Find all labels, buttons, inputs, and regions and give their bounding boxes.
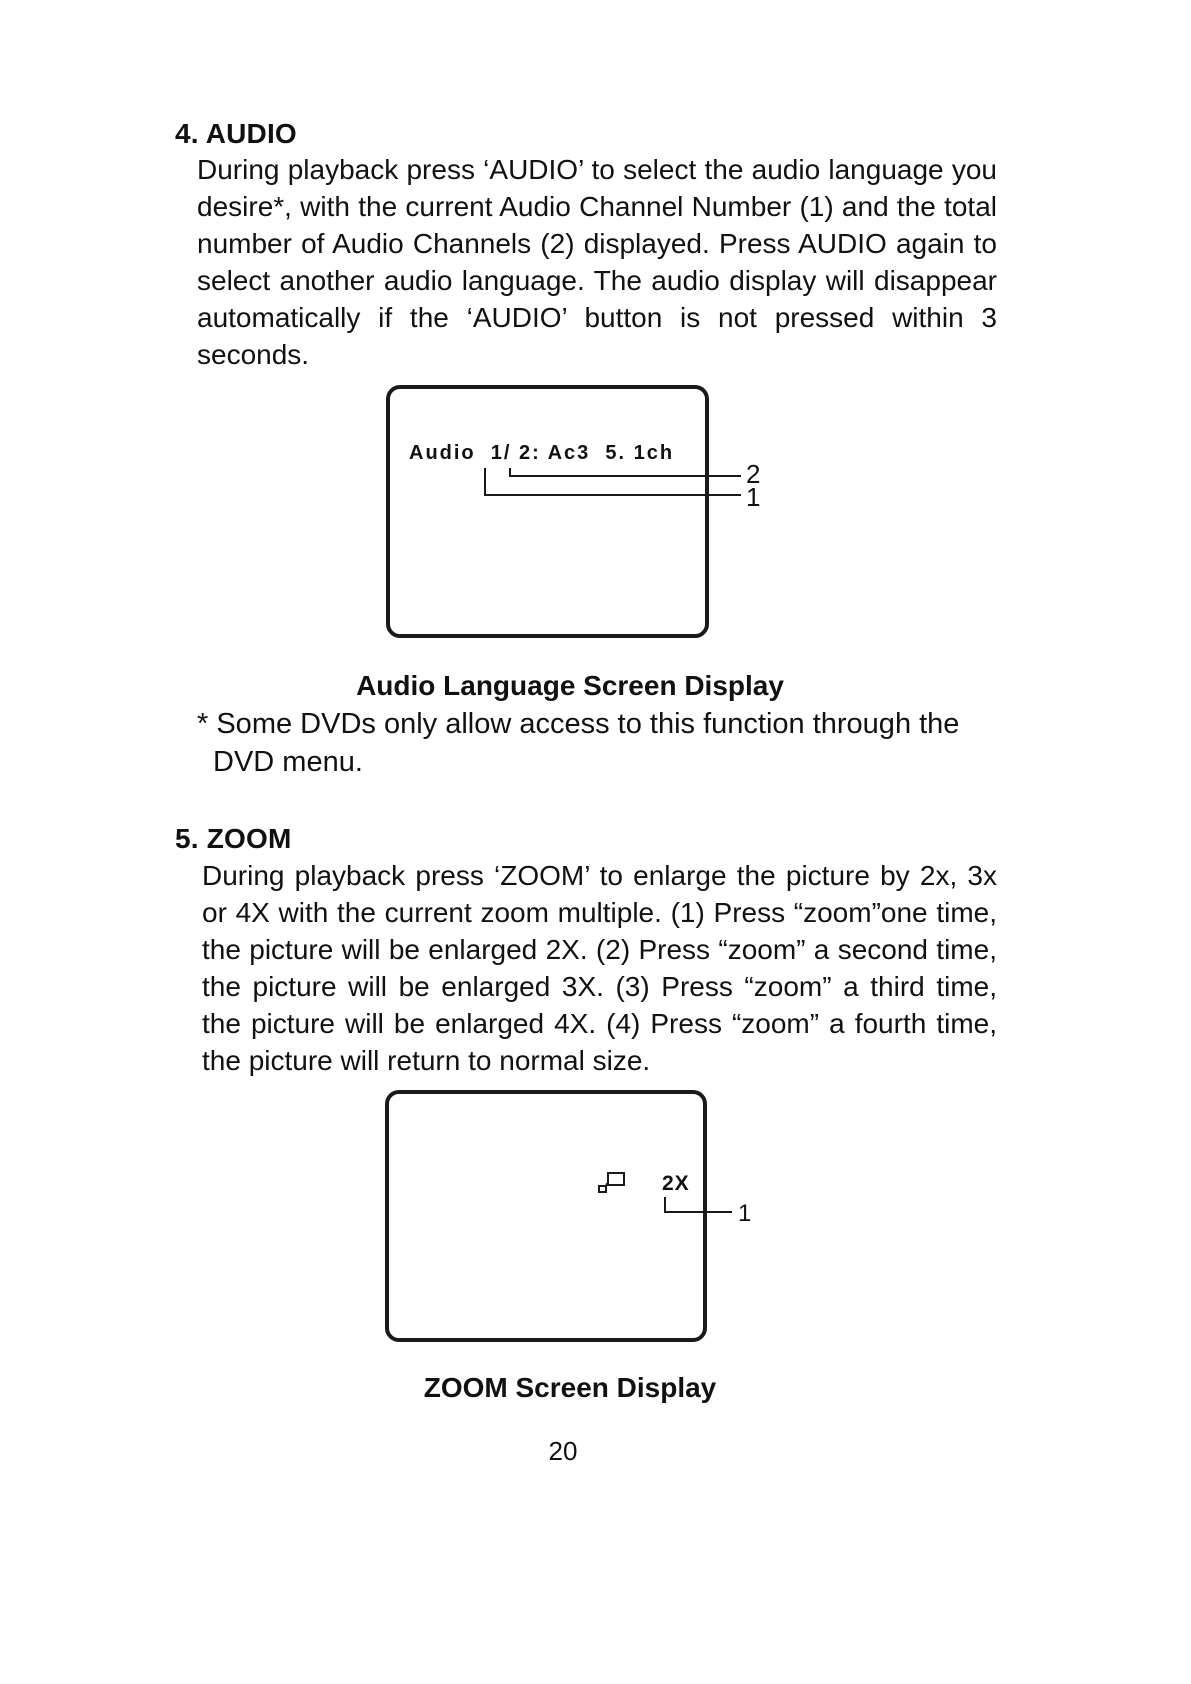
callout-line-2-horizontal (509, 475, 741, 477)
zoom-screen-display (385, 1090, 707, 1342)
callout-line-1-horizontal (484, 494, 741, 496)
page-number: 20 (548, 1436, 578, 1466)
audio-instructions: During playback press ‘AUDIO’ to select the audio language you desire*, with the current Audio Channel Number (1) and the total number of Audio Channels (2) displayed. Press AUDIO again to select another audio language. The audio display will disappear automatically if the ‘AUDIO’ button is not pressed within 3 seconds. (197, 154, 997, 370)
audio-heading: 4. AUDIO (175, 118, 297, 149)
zoom-osd-readout: 2X (662, 1172, 690, 1195)
audio-osd-readout: Audio 1/ 2: Ac3 5. 1ch (409, 442, 675, 464)
audio-screen-display (386, 385, 709, 638)
audio-figure-caption: Audio Language Screen Display (356, 670, 784, 701)
zoom-callout-number-1: 1 (738, 1200, 752, 1227)
callout-number-2: 2 (746, 459, 761, 489)
zoom-callout-line-horizontal (664, 1211, 732, 1213)
callout-line-1-vertical (484, 468, 486, 496)
audio-footnote: * Some DVDs only allow access to this function through the DVD menu. (197, 708, 960, 778)
zoom-figure-caption: ZOOM Screen Display (423, 1372, 717, 1403)
zoom-instructions: During playback press ‘ZOOM’ to enlarge the picture by 2x, 3x or 4X with the current zoom multiple. (1) Press “zoom”one time, the picture will be enlarged 2X. (2) Press “zoom” a second time, the picture will be enlarged 3X. (3) Press “zoom” a third time, the picture will be enlarged 4X. (4) Press “zoom” a fourth time, the picture will return to normal size. (202, 860, 997, 1076)
zoom-heading: 5. ZOOM (175, 823, 292, 854)
zoom-callout-line-vertical (664, 1197, 666, 1212)
zoom-icon (596, 1170, 630, 1196)
callout-number-1: 1 (746, 482, 761, 512)
